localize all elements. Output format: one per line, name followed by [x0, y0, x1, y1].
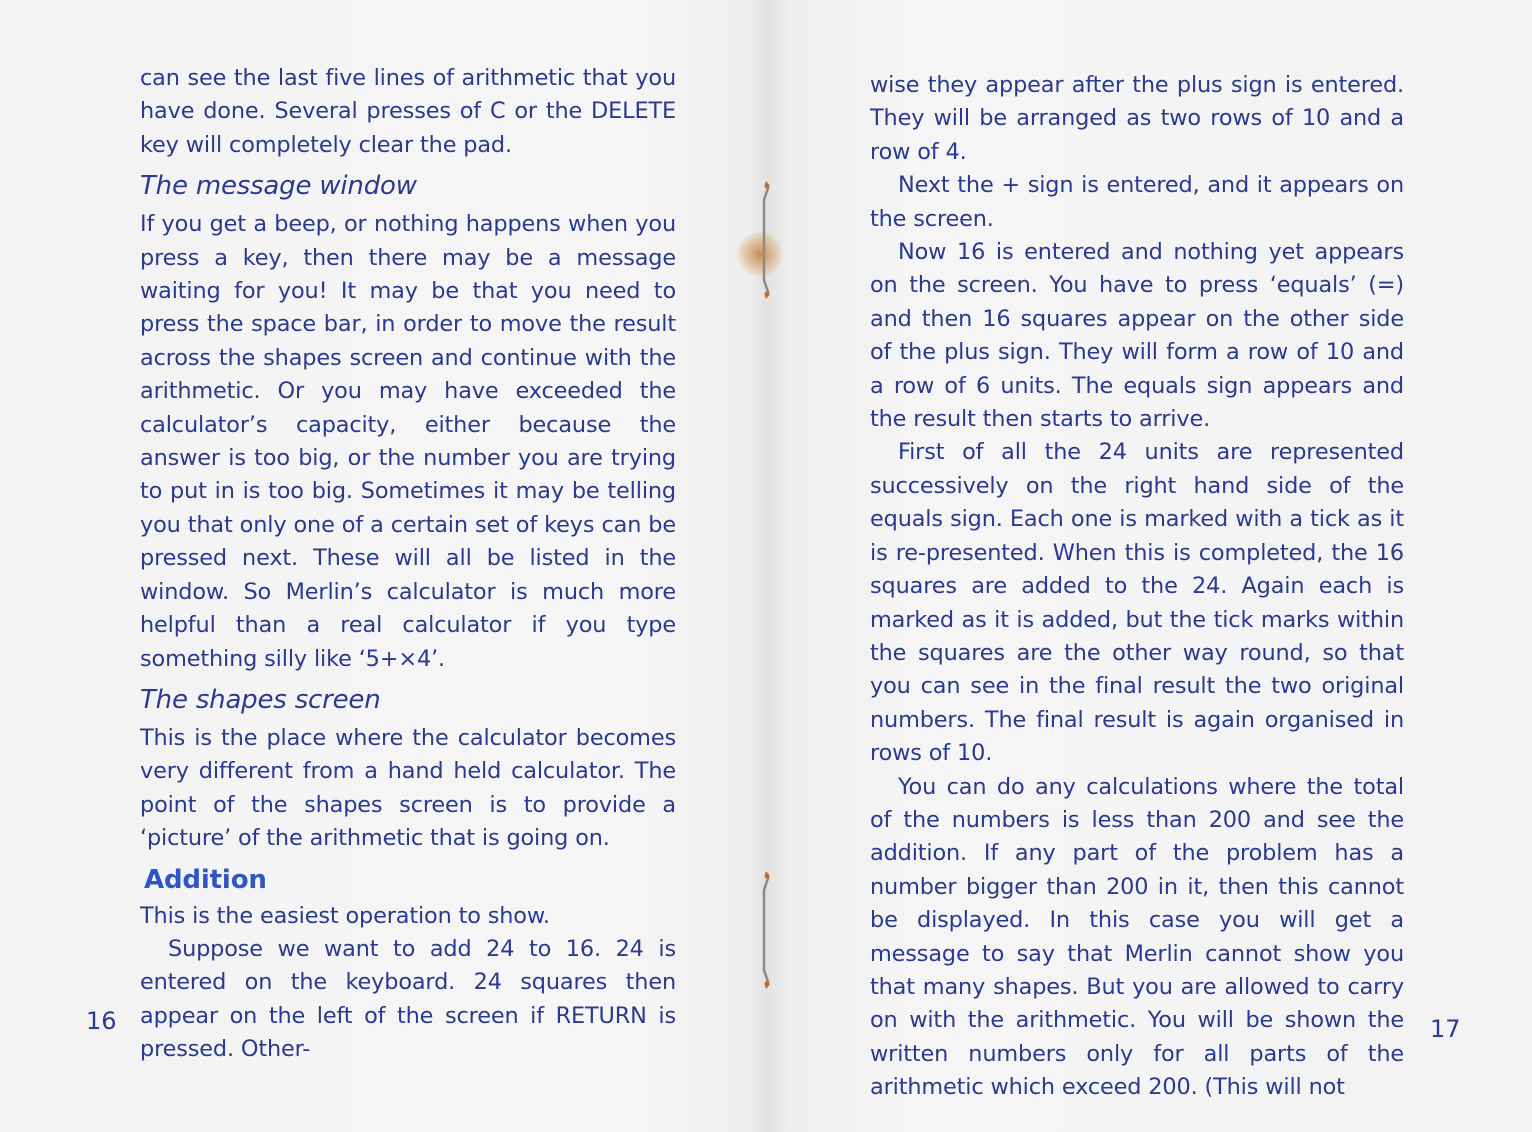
- message-window-paragraph: If you get a beep, or nothing happens when you press a key, then there may be a message waiting for you! It may be that you need to press the space bar, in order to move the result across the shapes screen and continue with the arithmetic. Or you may have exceeded the calculator’s capacity, either because the answer is too big, or the number you are trying to put in is too big. Sometimes it may be telling you that only one of a certain set of keys can be pressed next. These will all be listed in the window. So Merlin’s calculator is much more helpful than a real calculator if you type something silly like ‘5+×4’.: [140, 211, 676, 672]
- shapes-screen-heading: The shapes screen: [140, 684, 381, 715]
- right-page: [766, 0, 1532, 1132]
- staple-bottom-icon: [756, 870, 774, 990]
- right-paragraph-4: First of all the 24 units are represented successively on the right hand side of the equals sign. Each one is marked with a tick as it is re-presented. When this is completed, the 16 squares are added to the 24. Again each is marked as it is added, but the tick marks within the squares are the other way round, so that you can see in the final result the two original numbers. The final result is again organised in rows of 10.: [870, 439, 1404, 767]
- left-page-text-column: [140, 62, 676, 1067]
- shapes-screen-paragraph: This is the place where the calculator becomes very different from a hand held calculator. The point of the shapes screen is to provide a ‘picture’ of the arithmetic that is going on.: [140, 724, 676, 852]
- right-page-text-column: [870, 69, 1404, 1105]
- right-paragraph-1: wise they appear after the plus sign is entered. They will be arranged as two rows of 10 and a row of 4.: [870, 72, 1404, 165]
- addition-paragraph-2: Suppose we want to add 24 to 16. 24 is entered on the keyboard. 24 squares then appear on the left of the screen if RETURN is pressed. Other-: [140, 935, 676, 1063]
- right-paragraph-3: Now 16 is entered and nothing yet appears on the screen. You have to press ‘equals’ (=) and then 16 squares appear on the other side of the plus sign. They will form a row of 10 and a row of 6 units. The equals sign appears and the result then starts to arrive.: [870, 239, 1404, 433]
- message-window-heading: The message window: [140, 171, 417, 202]
- addition-paragraph-1: This is the easiest operation to show.: [140, 902, 550, 929]
- intro-paragraph: can see the last five lines of arithmetic that you have done. Several presses of C or the DELETE key will completely clear the pad.: [140, 65, 676, 158]
- right-paragraph-2: Next the + sign is entered, and it appears on the screen.: [870, 172, 1404, 232]
- right-paragraph-5: You can do any calculations where the total of the numbers is less than 200 and see the addition. If any part of the problem has a number bigger than 200 in it, then this cannot be displayed. In this case you will get a message to say that Merlin cannot show you that many shapes. But you are allowed to carry on with the arithmetic. You will be shown the written numbers only for all parts of the arithmetic which exceed 200. (This will not: [870, 773, 1404, 1101]
- page-number-left: 16: [86, 1007, 117, 1035]
- addition-heading: Addition: [144, 864, 267, 895]
- page-number-right: 17: [1430, 1015, 1461, 1043]
- staple-top-icon: [756, 180, 774, 300]
